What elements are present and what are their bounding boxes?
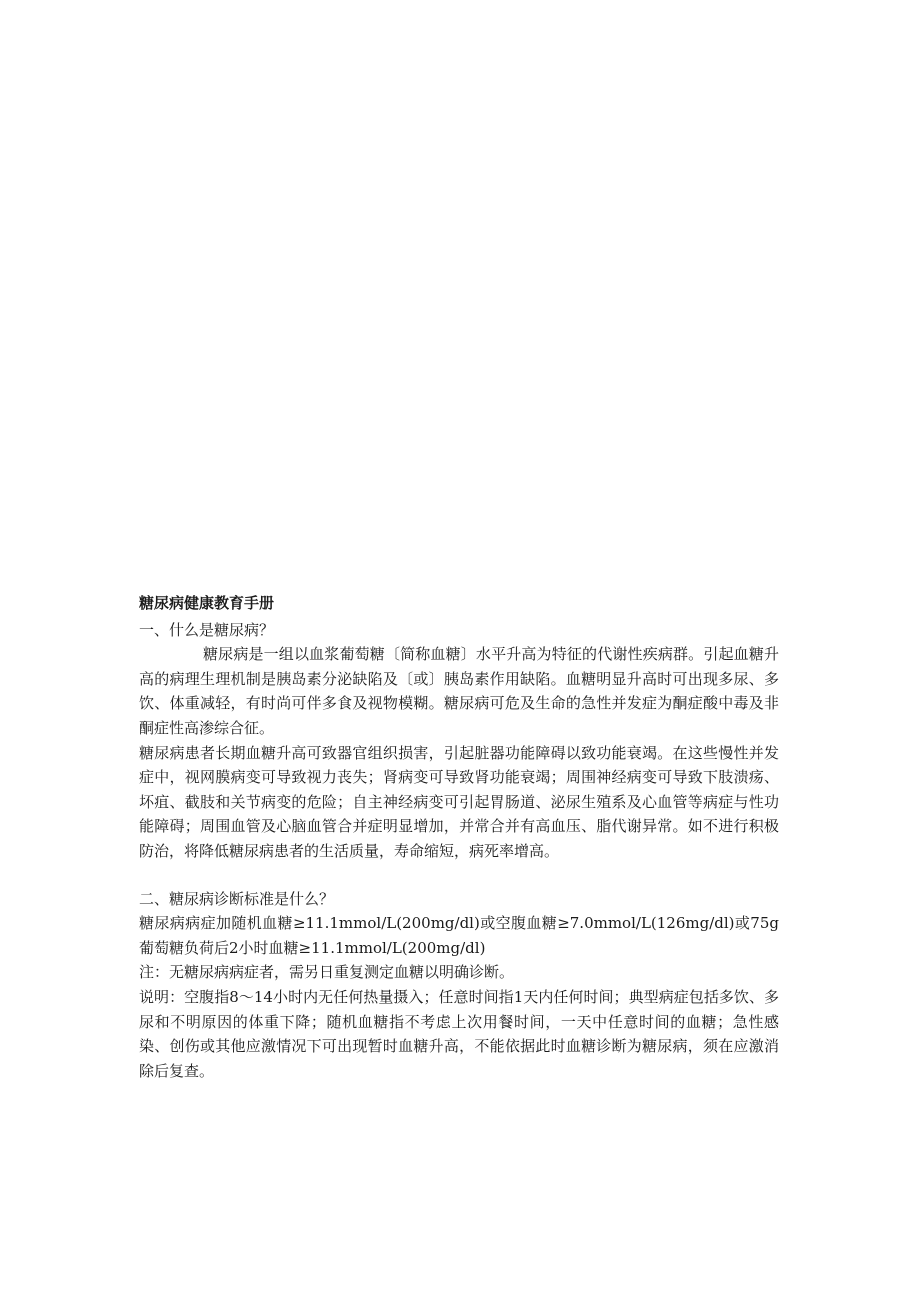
document-body [139,591,779,1083]
section1-paragraph-2: 糖尿病患者长期血糖升高可致器官组织损害，引起脏器功能障碍以致功能衰竭。在这些慢性并发症中，视网膜病变可导致视力丧失；肾病变可导致肾功能衰竭；周围神经病变可导致下肢溃疡、坏疽、截肢和关节病变的危险；自主神经病变可引起胃肠道、泌尿生殖系及心血管等病症与性功能障碍；周围血管及心脑血管合并症明显增加，并常合并有高血压、脂代谢异常。如不进行积极防治，将降低糖尿病患者的生活质量，寿命缩短，病死率增高。 [139,743,779,860]
section1-paragraph-1: 糖尿病是一组以血浆葡萄糖〔简称血糖〕水平升高为特征的代谢性疾病群。引起血糖升高的病理生理机制是胰岛素分泌缺陷及〔或〕胰岛素作用缺陷。血糖明显升高时可出现多尿、多饮、体重减轻，有时尚可伴多食及视物模糊。糖尿病可危及生命的急性并发症为酮症酸中毒及非酮症性高渗综合征。 [139,645,779,737]
document-title: 糖尿病健康教育手册 [139,594,275,612]
section2-criteria: 糖尿病病症加随机血糖≥11.1mmol/L(200mg/dl)或空腹血糖≥7.0mmol/L(126mg/dl)或75g葡萄糖负荷后2小时血糖≥11.1mmol/L(200mg/dl) [139,914,779,957]
section2-heading: 二、糖尿病诊断标准是什么？ [139,889,335,908]
section-spacer [139,864,779,887]
section2-explanation: 说明：空腹指8～14小时内无任何热量摄入；任意时间指1天内任何时间；典型病症包括多饮、多尿和不明原因的体重下降；随机血糖指不考虑上次用餐时间，一天中任意时间的血糖；急性感染、创伤或其他应激情况下可出现暂时血糖升高，不能依据此时血糖诊断为糖尿病，须在应激消除后复查。 [139,987,779,1080]
section2-note: 注：无糖尿病病症者，需另日重复测定血糖以明确诊断。 [139,963,515,982]
section1-heading: 一、什么是糖尿病？ [139,620,275,639]
